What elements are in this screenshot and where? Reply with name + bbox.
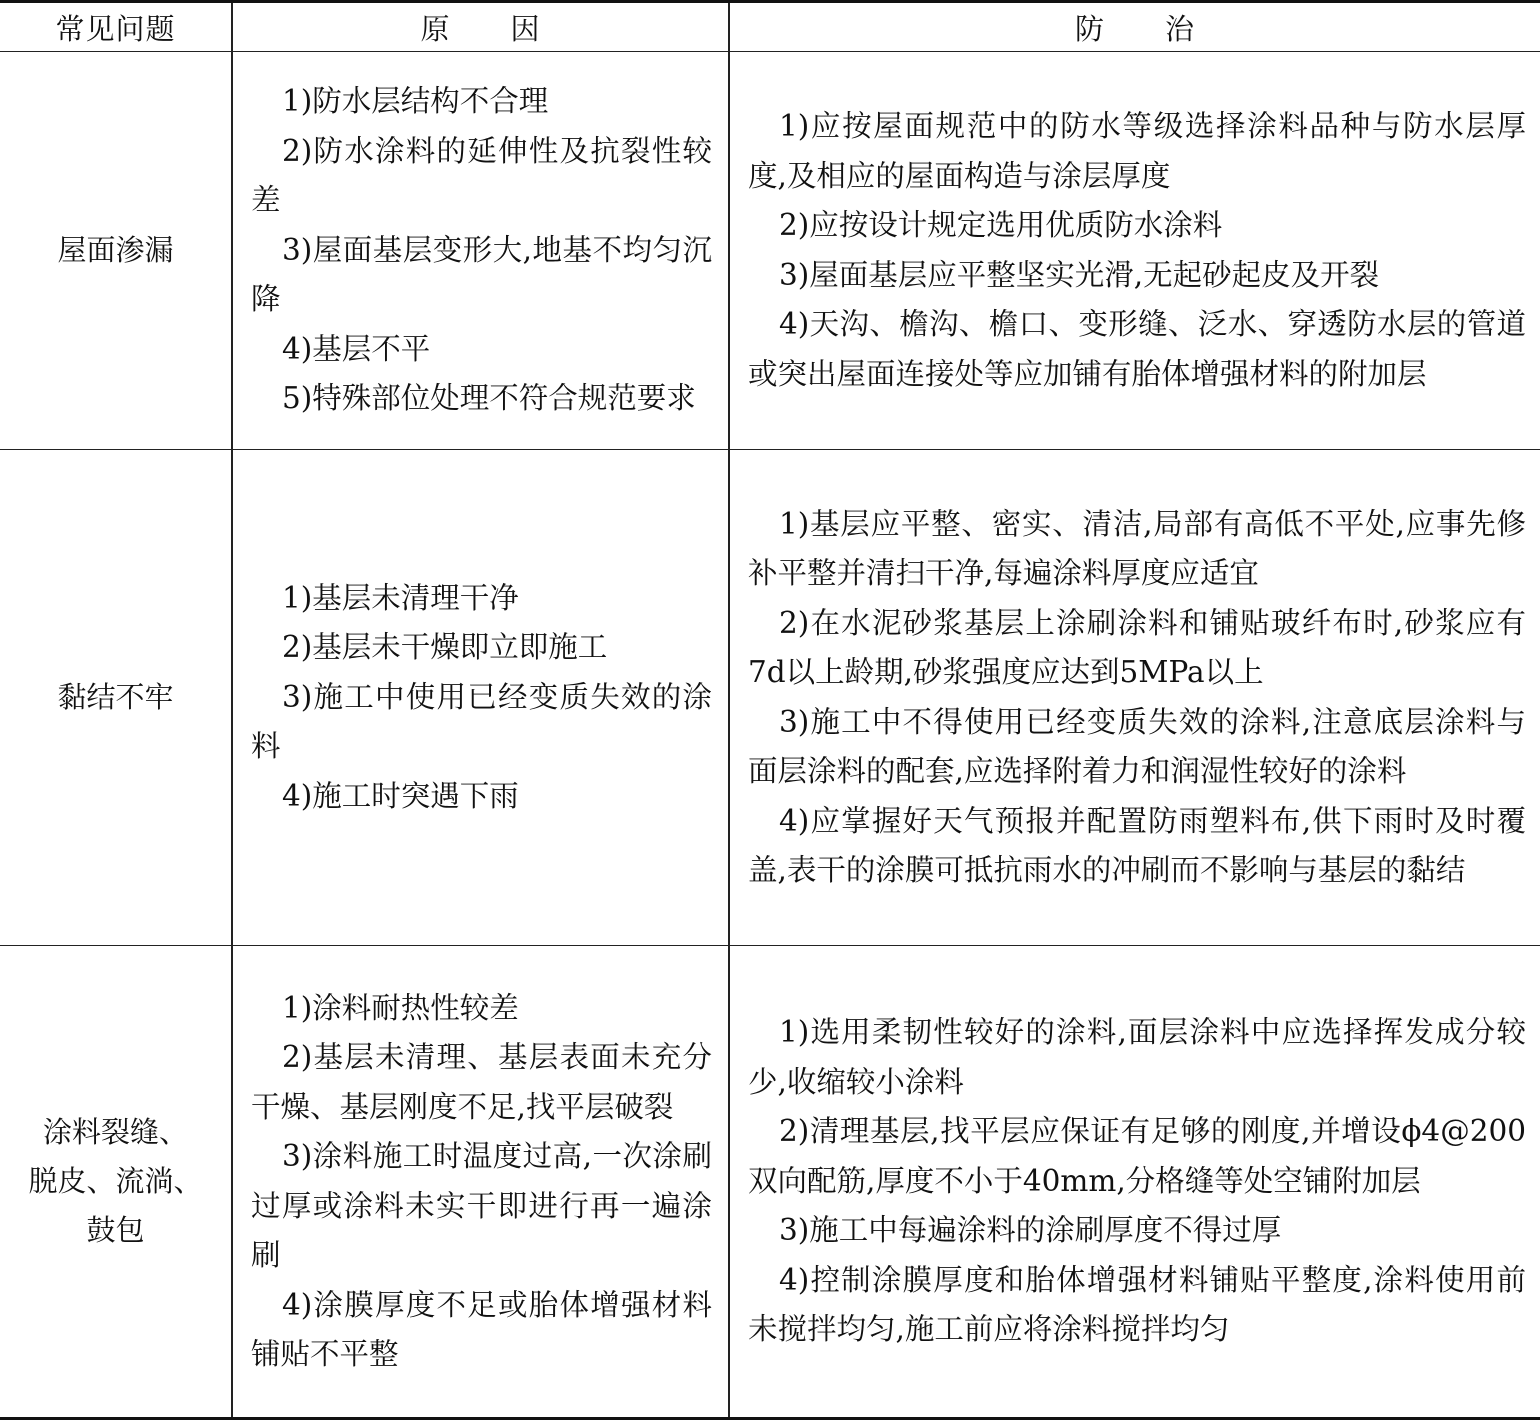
problem-label-line: 涂料裂缝、 bbox=[42, 1115, 188, 1149]
prevention-cell bbox=[729, 946, 1540, 1419]
prevention-item: 1)应按屋面规范中的防水等级选择涂料品种与防水层厚度,及相应的屋面构造与涂层厚度 bbox=[748, 109, 1526, 193]
prevention-item: 4)应掌握好天气预报并配置防雨塑料布,供下雨时及时覆盖,表干的涂膜可抵抗雨水的冲刷而不影响与基层的黏结 bbox=[748, 803, 1526, 887]
cause-cell bbox=[232, 52, 729, 450]
cause-item: 3)施工中使用已经变质失效的涂料 bbox=[251, 679, 712, 764]
prevention-item: 4)控制涂膜厚度和胎体增强材料铺贴平整度,涂料使用前未搅拌均匀,施工前应将涂料搅拌均匀 bbox=[748, 1262, 1526, 1347]
cause-cell bbox=[232, 450, 729, 946]
table-row bbox=[0, 52, 1540, 450]
cause-item: 1)基层未清理干净 bbox=[281, 580, 519, 615]
problem-label: 黏结不牢 bbox=[57, 680, 174, 714]
prevention-cell bbox=[729, 52, 1540, 450]
prevention-item: 2)应按设计规定选用优质防水涂料 bbox=[778, 208, 1223, 242]
header-prevention: 防 治 bbox=[729, 2, 1540, 52]
problem-cell bbox=[0, 450, 232, 946]
problem-label: 屋面渗漏 bbox=[57, 233, 174, 267]
cause-cell bbox=[232, 946, 729, 1419]
prevention-item: 2)在水泥砂浆基层上涂刷涂料和铺贴玻纤布时,砂浆应有7d以上龄期,砂浆强度应达到5MPa以上 bbox=[748, 605, 1526, 689]
prevention-item: 3)屋面基层应平整坚实光滑,无起砂起皮及开裂 bbox=[778, 257, 1380, 292]
problem-label-line: 鼓包 bbox=[86, 1213, 145, 1247]
cause-item: 1)涂料耐热性较差 bbox=[281, 990, 519, 1025]
cause-item: 5)特殊部位处理不符合规范要求 bbox=[281, 381, 696, 416]
cause-item: 4)施工时突遇下雨 bbox=[281, 778, 519, 813]
prevention-item: 1)选用柔韧性较好的涂料,面层涂料中应选择挥发成分较少,收缩较小涂料 bbox=[748, 1015, 1526, 1099]
cause-item: 2)防水涂料的延伸性及抗裂性较差 bbox=[251, 133, 712, 218]
problem-label-line: 脱皮、流淌、 bbox=[28, 1164, 203, 1198]
cause-item: 2)基层未清理、基层表面未充分干燥、基层刚度不足,找平层破裂 bbox=[251, 1040, 712, 1124]
table-row bbox=[0, 450, 1540, 946]
header-problem: 常见问题 bbox=[0, 2, 232, 52]
cause-item: 3)涂料施工时温度过高,一次涂刷过厚或涂料未实干即进行再一遍涂刷 bbox=[251, 1139, 712, 1272]
cause-item: 3)屋面基层变形大,地基不均匀沉降 bbox=[251, 232, 712, 317]
cause-item: 4)基层不平 bbox=[281, 331, 431, 366]
prevention-item: 4)天沟、檐沟、檐口、变形缝、泛水、穿透防水层的管道或突出屋面连接处等应加铺有胎体增强材料的附加层 bbox=[748, 307, 1526, 391]
table-row bbox=[0, 946, 1540, 1419]
header-cause: 原 因 bbox=[232, 2, 729, 52]
problem-cell bbox=[0, 52, 232, 450]
prevention-item: 1)基层应平整、密实、清洁,局部有高低不平处,应事先修补平整并清扫干净,每遍涂料厚度应适宜 bbox=[748, 506, 1526, 590]
prevention-item: 3)施工中每遍涂料的涂刷厚度不得过厚 bbox=[778, 1213, 1282, 1248]
prevention-item: 2)清理基层,找平层应保证有足够的刚度,并增设ϕ4@200双向配筋,厚度不小于40mm,分格缝等处空铺附加层 bbox=[748, 1114, 1526, 1198]
cause-item: 4)涂膜厚度不足或胎体增强材料铺贴不平整 bbox=[251, 1287, 712, 1371]
cause-item: 2)基层未干燥即立即施工 bbox=[281, 630, 608, 665]
cause-item: 1)防水层结构不合理 bbox=[281, 84, 549, 119]
prevention-item: 3)施工中不得使用已经变质失效的涂料,注意底层涂料与面层涂料的配套,应选择附着力和润湿性较好的涂料 bbox=[748, 704, 1526, 788]
table-header-row bbox=[0, 2, 1540, 52]
prevention-cell bbox=[729, 450, 1540, 946]
problem-cell bbox=[0, 946, 232, 1419]
